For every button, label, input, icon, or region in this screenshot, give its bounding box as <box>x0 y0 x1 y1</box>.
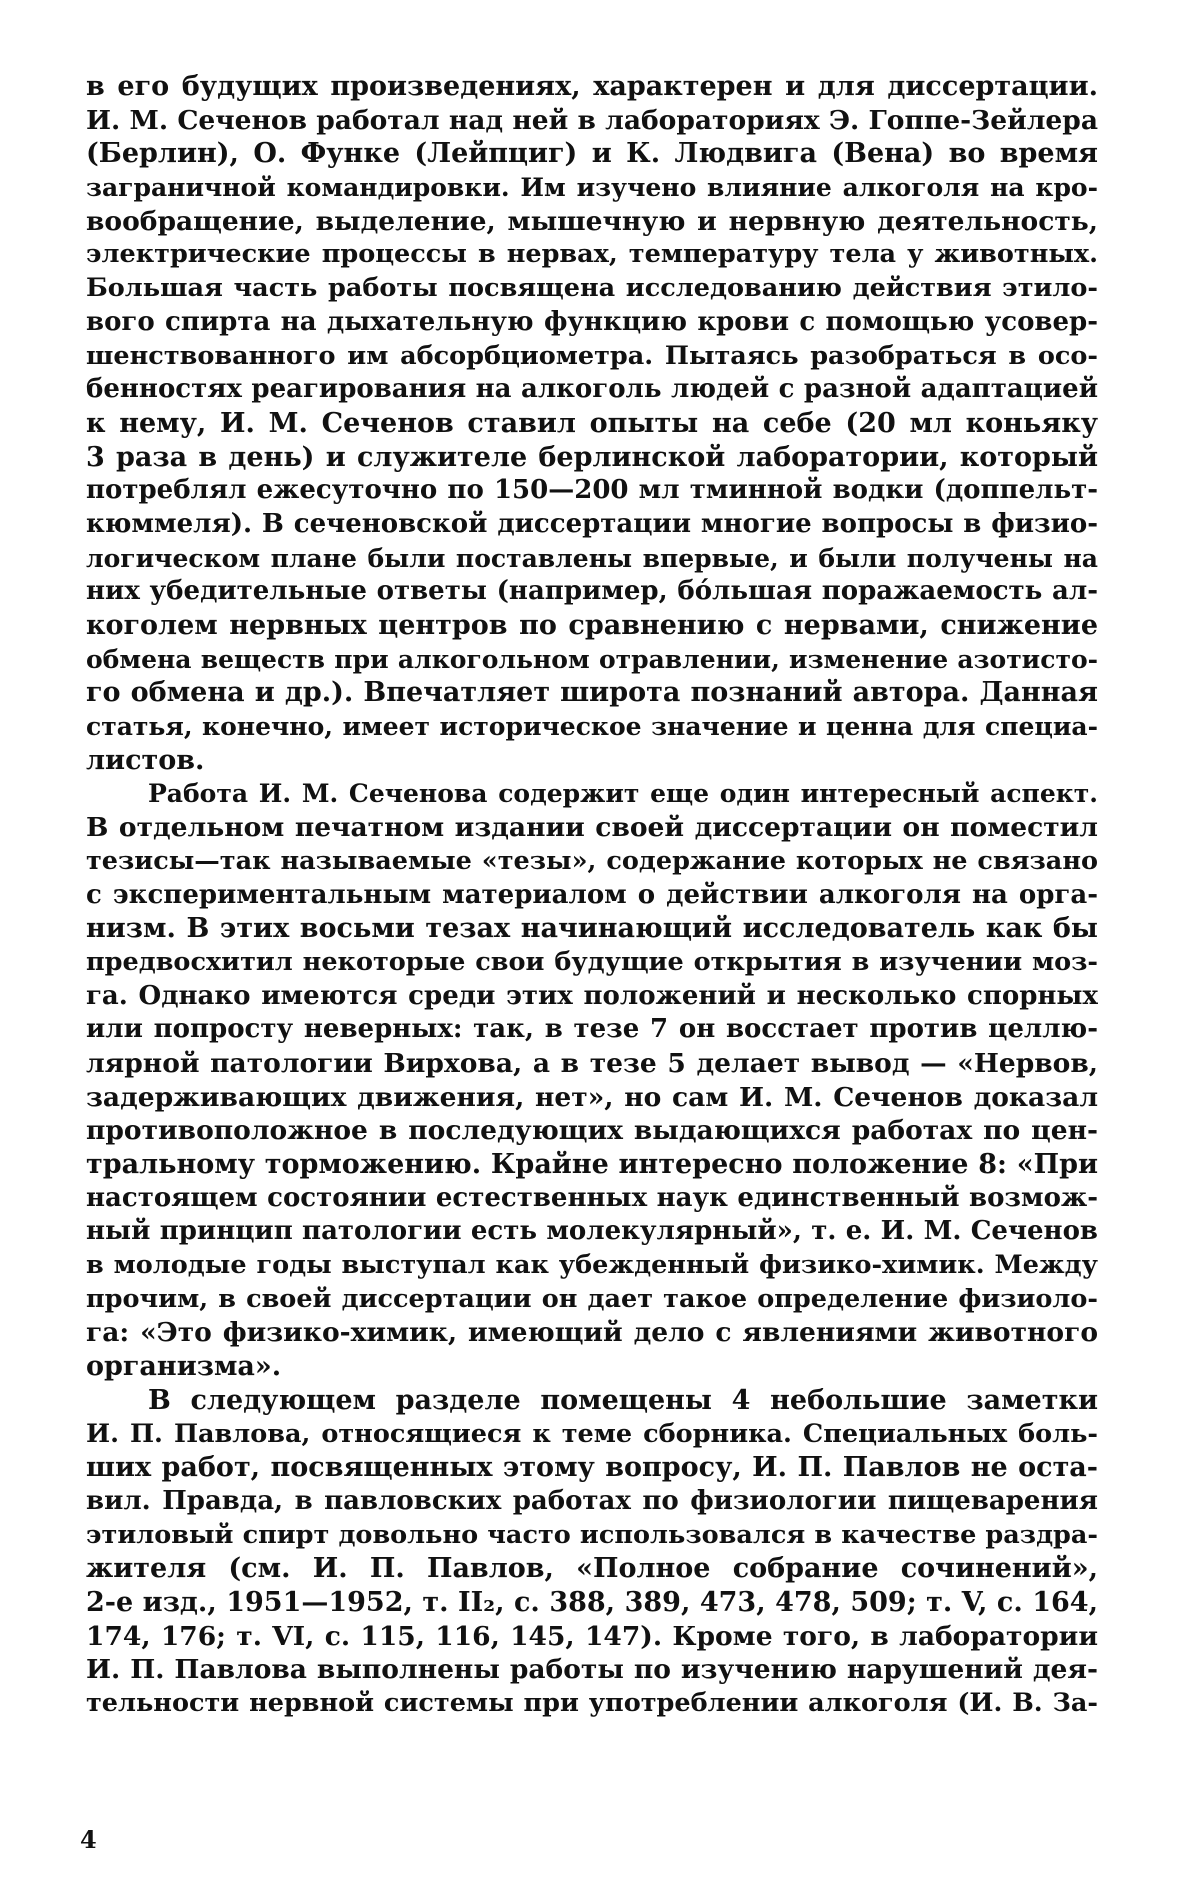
body-text <box>86 70 1098 1721</box>
text-line: бенностях реагирования на алкоголь людей с разной адаптацией <box>86 374 1098 405</box>
text-line: в его будущих произведениях, характерен и для диссертации. <box>86 71 1098 102</box>
text-line: заграничной командировки. Им изучено влияние алкоголя на кро- <box>86 173 1098 203</box>
text-line: листов. <box>86 744 205 776</box>
text-line: коголем нервных центров по сравнению с нервами, снижение <box>86 610 1098 641</box>
text-line: шенствованного им абсорбциометра. Пытаясь разобраться в осо- <box>86 340 1098 371</box>
text-line: электрические процессы в нервах, температуру тела у животных. <box>86 239 1098 270</box>
text-line: жителя (см. И. П. Павлов, «Полное собрание сочинений», <box>86 1553 1098 1585</box>
text-line: Большая часть работы посвящена исследованию действия этило- <box>86 273 1098 304</box>
text-line: вого спирта на дыхательную функцию крови с помощью усовер- <box>86 306 1098 337</box>
text-line: потреблял ежесуточно по 150—200 мл тминной водки (доппельт- <box>86 475 1098 506</box>
text-line: противоположное в последующих выдающихся работах по цен- <box>86 1115 1098 1147</box>
text-line: вил. Правда, в павловских работах по физиологии пищеварения <box>86 1485 1098 1516</box>
text-line: логическом плане были поставлены впервые, и были получены на <box>86 543 1098 573</box>
text-line: организма». <box>86 1351 282 1383</box>
text-line: в молодые годы выступал как убежденный физико-химик. Между <box>86 1250 1098 1281</box>
text-line: В отдельном печатном издании своей диссертации он поместил <box>86 812 1098 844</box>
text-line: ших работ, посвященных этому вопросу, И. П. Павлов не оста- <box>86 1452 1098 1484</box>
text-line: этиловый спирт довольно часто использовался в качестве раздра- <box>86 1519 1098 1550</box>
text-line: (Берлин), О. Функе (Лейпциг) и К. Людвига (Вена) во время <box>86 138 1098 170</box>
text-line: настоящем состоянии естественных наук единственный возмож- <box>86 1182 1098 1213</box>
text-line: статья, конечно, имеет историческое значение и ценна для специа- <box>86 712 1098 742</box>
text-line: го обмена и др.). Впечатляет широта познаний автора. Данная <box>86 677 1098 709</box>
text-line: с экспериментальным материалом о действии алкоголя на орга- <box>86 879 1098 910</box>
text-line: И. П. Павлова, относящиеся к теме сборника. Специальных боль- <box>86 1418 1098 1449</box>
text-line: тезисы—так называемые «тезы», содержание которых не связано <box>86 845 1098 876</box>
text-line: И. М. Сеченов работал над ней в лабораториях Э. Гоппе-Зейлера <box>86 104 1098 136</box>
page-number: 4 <box>80 1825 97 1854</box>
text-line: И. П. Павлова выполнены работы по изучению нарушений дея- <box>86 1654 1098 1686</box>
text-line: 174, 176; т. VI, с. 115, 116, 145, 147). Кроме того, в лаборатории <box>86 1620 1098 1652</box>
text-line: предвосхитил некоторые свои будущие открытия в изучении моз- <box>86 946 1098 977</box>
text-line: га: «Это физико-химик, имеющий дело с явлениями животного <box>86 1317 1098 1349</box>
text-line: вообращение, выделение, мышечную и нервную деятельность, <box>86 205 1098 237</box>
text-line: В следующем разделе помещены 4 небольшие заметки <box>148 1384 1098 1416</box>
text-line: прочим, в своей диссертации он дает такое определение физиоло- <box>86 1283 1098 1314</box>
text-line: 2-е изд., 1951—1952, т. II₂, с. 388, 389, 473, 478, 509; т. V, с. 164, <box>86 1586 1098 1618</box>
text-line: обмена веществ при алкогольном отравлении, изменение азотисто- <box>86 644 1098 674</box>
text-line: лярной патологии Вирхова, а в тезе 5 делает вывод — «Нервов, <box>86 1047 1098 1079</box>
text-line: тральному торможению. Крайне интересно положение 8: «При <box>86 1149 1098 1180</box>
text-line: задерживающих движения, нет», но сам И. М. Сеченов доказал <box>86 1081 1098 1113</box>
text-line: или попросту неверных: так, в тезе 7 он восстает против целлю- <box>86 1014 1098 1045</box>
text-line: 3 раза в день) и служителе берлинской лаборатории, который <box>86 441 1098 473</box>
text-line: кюммеля). В сеченовской диссертации многие вопросы в физио- <box>86 508 1098 539</box>
text-line: них убедительные ответы (например, бóльшая поражаемость ал- <box>86 576 1098 607</box>
text-line: тельности нервной системы при употреблении алкоголя (И. В. За- <box>86 1688 1098 1718</box>
text-line: га. Однако имеются среди этих положений и несколько спорных <box>86 980 1098 1011</box>
text-line: низм. В этих восьми тезах начинающий исследователь как бы <box>86 913 1098 945</box>
text-line: ный принцип патологии есть молекулярный», т. е. И. М. Сеченов <box>86 1216 1098 1247</box>
text-line: Работа И. М. Сеченова содержит еще один интересный аспект. <box>148 779 1098 809</box>
text-line: к нему, И. М. Сеченов ставил опыты на себе (20 мл коньяку <box>86 407 1098 439</box>
